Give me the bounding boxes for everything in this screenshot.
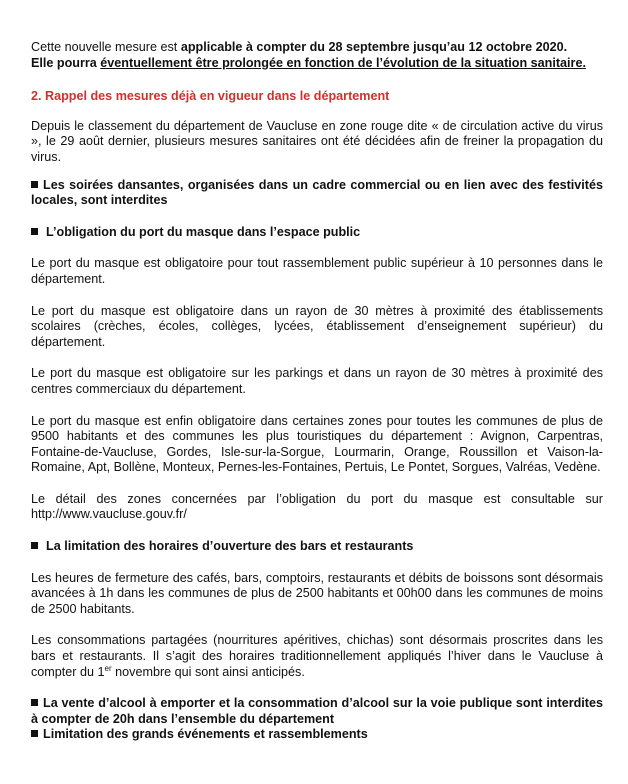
masque-paragraph-5: Le détail des zones concernées par l’obligation du port du masque est consultable sur http://www.vaucluse.gouv.fr/ [31,491,603,522]
masque-paragraph-4: Le port du masque est enfin obligatoire dans certaines zones pour toutes les communes de plus de 9500 habitants et des communes les plus touristiques du département : Avignon, Carpentras, Fontaine-de-Vaucluse, Gordes, Isle-sur-la-Sorgue, Lourmarin, Orange, Roussillon et Vaison-la-Romaine, Apt, Bollène, Monteux, Pernes-les-Fontaines, Pertuis, Le Pontet, Sorgues, Valréas, Vedène. [31,413,603,475]
bullet-square-icon [31,699,38,706]
measure-alcool [31,696,603,727]
bars-paragraph-2-start: Les consommations partagées (nourritures apéritives, chichas) sont désormais proscrites dans les bars et restaurants. Il s’agit des horaires traditionnellement appliqués l’hiver dans le Vaucluse à compter du 1 [31,633,603,679]
bullet-square-icon [31,730,38,737]
measure-masque-title [31,225,603,241]
masque-paragraph-2: Le port du masque est obligatoire dans un rayon de 30 mètres à proximité des établissements scolaires (crèches, écoles, collèges, lycées, établissement d’enseignement supérieur) du département. [31,303,603,349]
bullet-square-icon [31,181,38,188]
measure-soirees [31,178,603,209]
section-2-title: 2. Rappel des mesures déjà en vigueur dans le département [31,89,390,104]
measure-bars-title-text: La limitation des horaires d’ouverture des bars et restaurants [46,539,414,554]
measure-alcool-text: La vente d’alcool à emporter et la consommation d’alcool sur la voie publique sont interdites à compter de 20h dans l’ensemble du département [31,696,603,726]
measure-masque-title-text: L’obligation du port du masque dans l’espace public [46,224,361,239]
bars-paragraph-2 [31,633,603,680]
bars-paragraph-1: Les heures de fermeture des cafés, bars, comptoirs, restaurants et débits de boissons sont désormais avancées à 1h dans les communes de plus de 2500 habitants et 00h00 dans les communes de moins de 2500 habitants. [31,570,603,616]
intro-dates: applicable à compter du 28 septembre jusqu’au 12 octobre 2020. [180,40,568,54]
bullet-square-icon [31,228,38,235]
intro-line2-start: Elle pourra [31,55,101,70]
intro-prefix: Cette nouvelle mesure est [31,40,181,54]
masque-paragraph-3: Le port du masque est obligatoire sur les parkings et dans un rayon de 30 mètres à proximité des centres commerciaux du département. [31,366,603,396]
section-2-intro: Depuis le classement du département de Vaucluse en zone rouge dite « de circulation active du virus », le 29 août dernier, plusieurs mesures sanitaires ont été décidées afin de freiner la propagation du virus. [31,118,603,164]
bars-paragraph-2-end: novembre qui sont ainsi anticipés. [111,664,305,679]
bullet-square-icon [31,542,38,549]
intro-paragraph [31,40,603,71]
measure-bars-title [31,539,603,555]
intro-extension-note: éventuellement être prolongée en fonction de l’évolution de la situation sanitaire. [100,55,586,70]
measure-evenements [31,727,603,743]
measure-soirees-text: Les soirées dansantes, organisées dans un cadre commercial ou en lien avec des festivités locales, sont interdites [31,177,603,208]
bars-paragraph-2-superscript: er [104,663,112,673]
measure-evenements-text: Limitation des grands événements et rassemblements [43,727,368,742]
masque-paragraph-1: Le port du masque est obligatoire pour tout rassemblement public supérieur à 10 personnes dans le département. [31,256,603,286]
